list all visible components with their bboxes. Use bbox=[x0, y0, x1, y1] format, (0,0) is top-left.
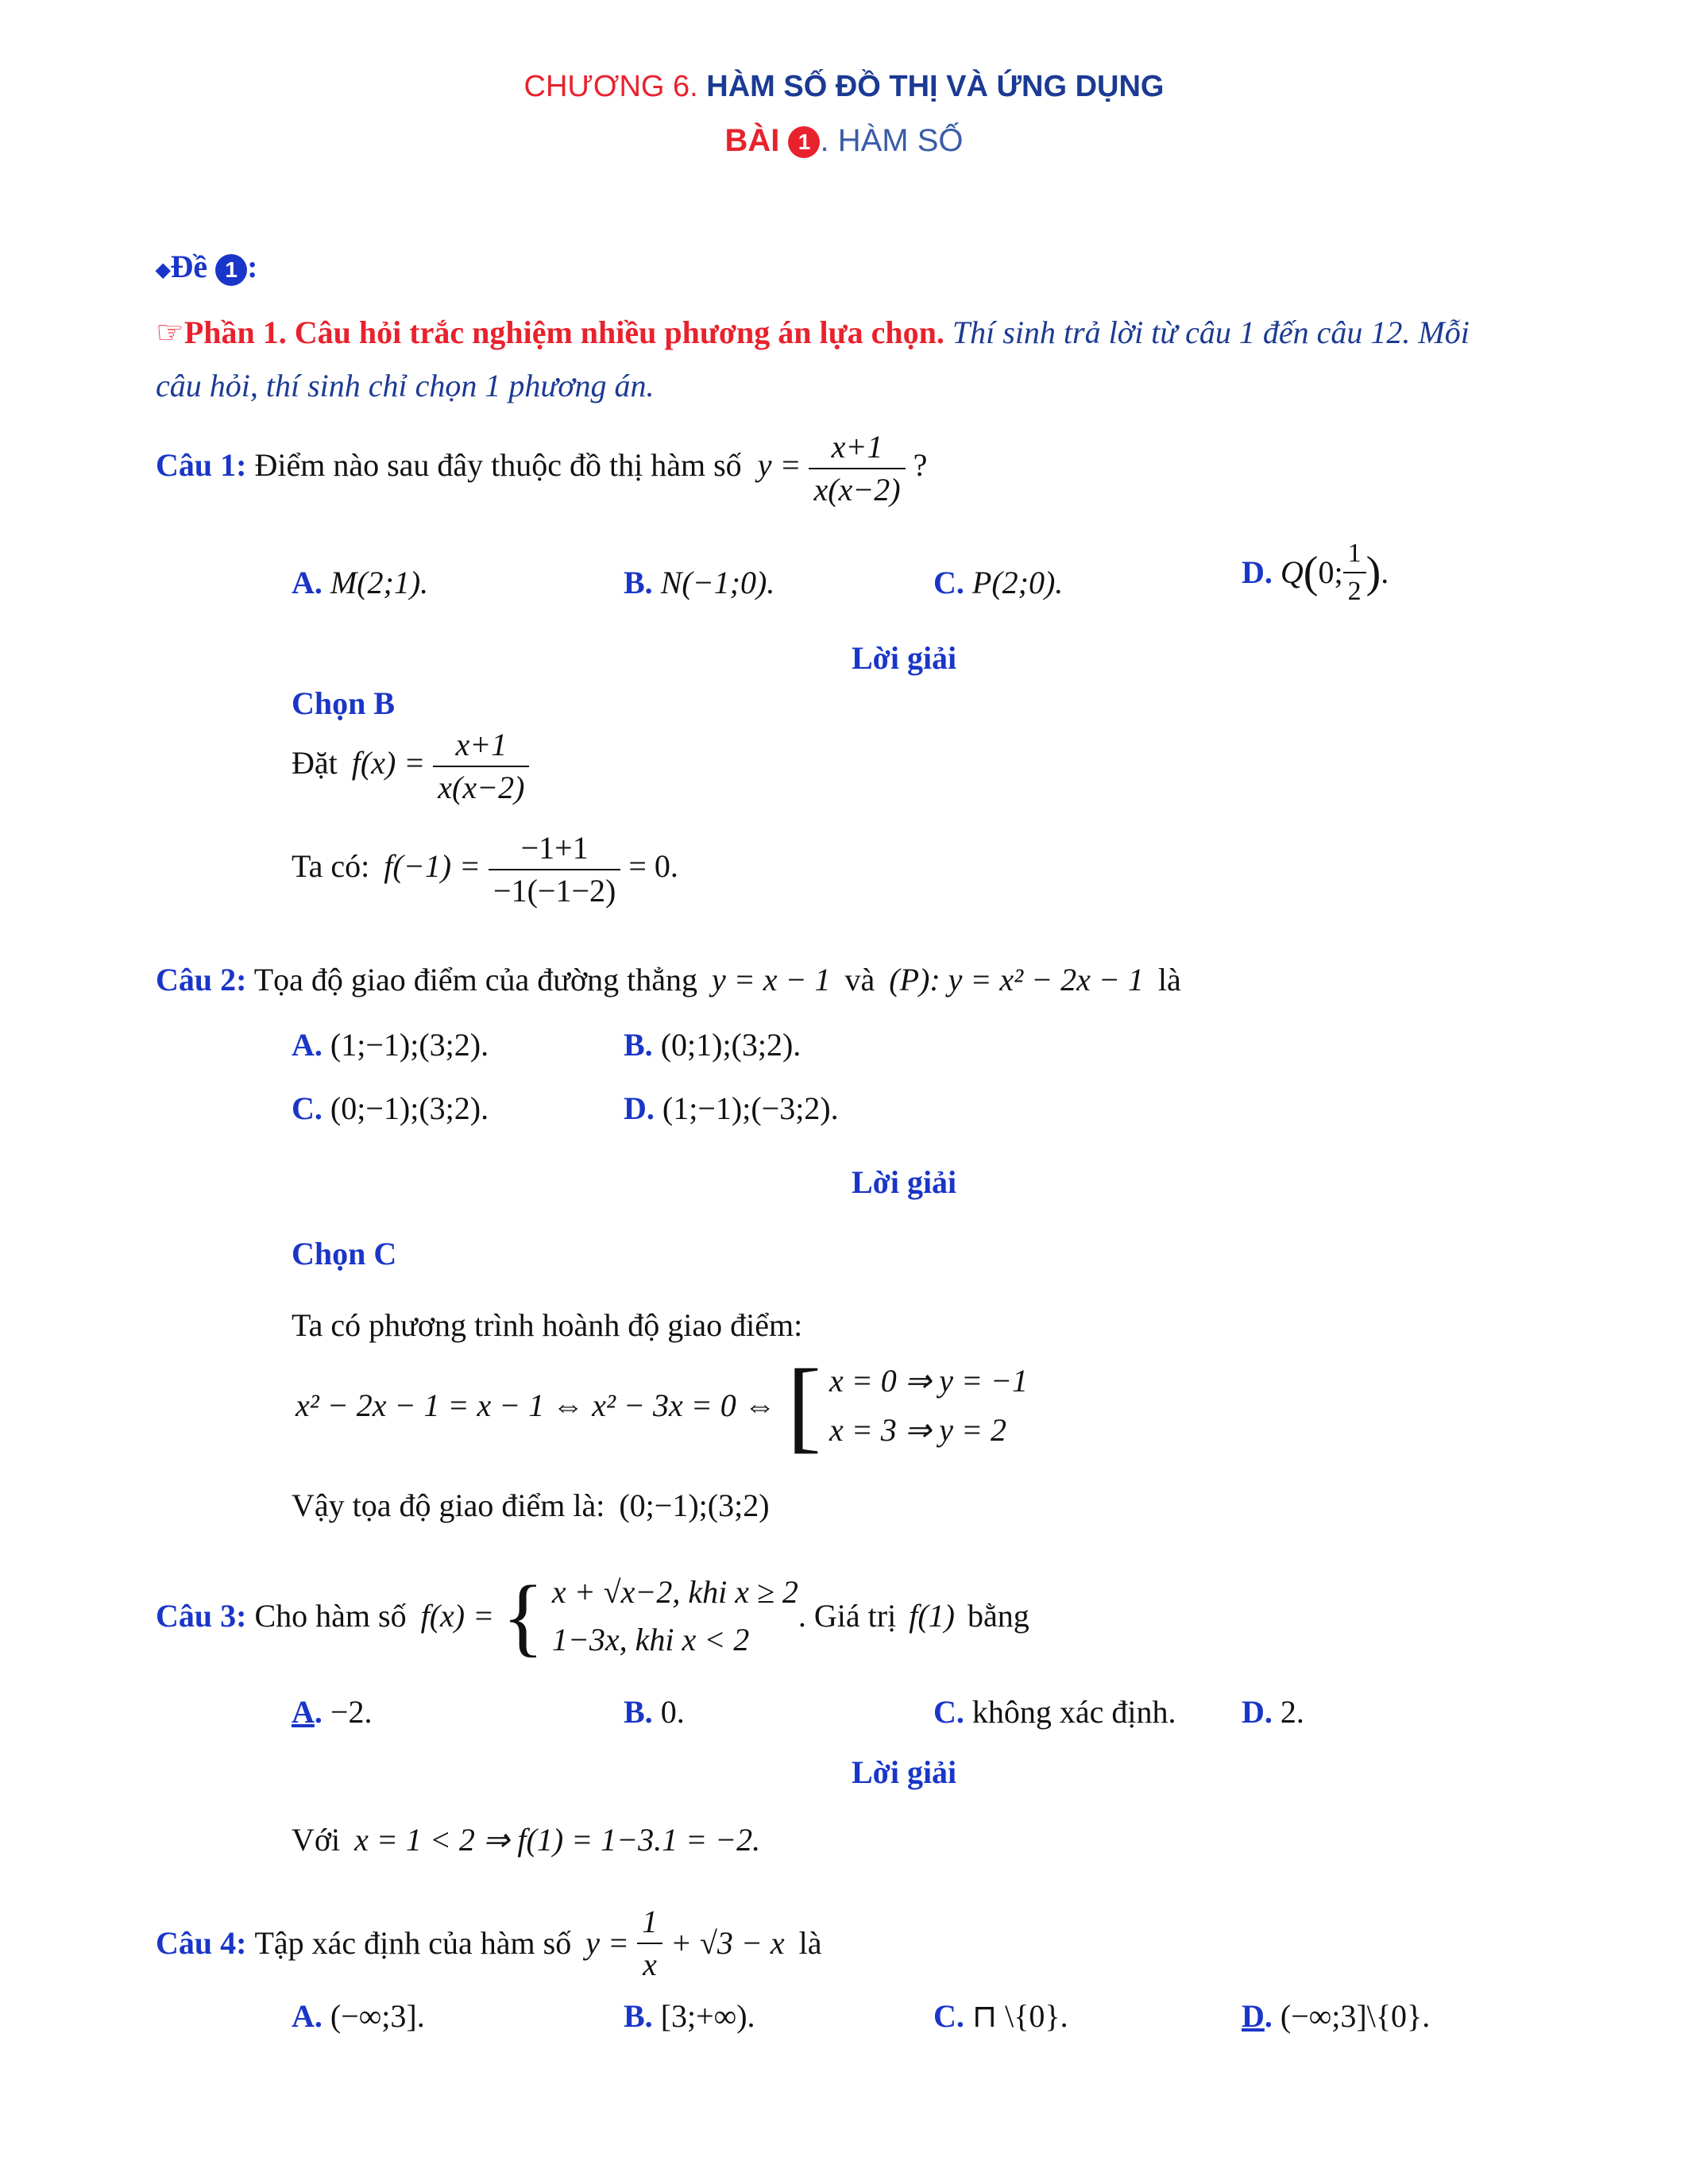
option-letter: C. bbox=[933, 1694, 964, 1730]
q1-step1 bbox=[292, 729, 529, 804]
q1-solution-title: Lời giải bbox=[852, 640, 957, 676]
q2-option-a[interactable] bbox=[292, 1026, 489, 1063]
option-letter: C. bbox=[933, 1998, 964, 2034]
q1-step1-fraction bbox=[433, 729, 529, 804]
option-text: (−∞;3]\{0}. bbox=[1280, 1998, 1431, 2034]
q2-option-c[interactable] bbox=[292, 1090, 489, 1127]
q3-solution-title: Lời giải bbox=[852, 1754, 957, 1790]
q1-choice: Chọn B bbox=[292, 685, 396, 721]
q1-step2 bbox=[292, 832, 678, 907]
q2-case2: x = 3 ⇒ y = 2 bbox=[829, 1412, 1007, 1448]
q2-line-eq: y = x − 1 bbox=[711, 962, 831, 997]
q1-step2-rhs: = 0. bbox=[628, 848, 678, 885]
part-instruction-2: câu hỏi, thí sinh chỉ chọn 1 phương án. bbox=[156, 368, 655, 403]
q3-case2: 1−3x, khi x < 2 bbox=[551, 1622, 750, 1657]
q1-func-num: x+1 bbox=[809, 431, 905, 469]
q1-step1-lhs: f(x) = bbox=[351, 745, 426, 781]
option-fraction bbox=[1343, 540, 1366, 605]
q2-label: Câu 2: bbox=[156, 962, 247, 997]
lesson-heading bbox=[0, 123, 1688, 159]
q1-func-den: x(x−2) bbox=[813, 472, 901, 507]
bracket-symbol: [ bbox=[786, 1349, 822, 1463]
q1-option-b[interactable] bbox=[624, 564, 774, 601]
q4-text-b: là bbox=[798, 1925, 822, 1961]
option-dot: . bbox=[1264, 1998, 1273, 2034]
option-text: −2. bbox=[330, 1694, 373, 1730]
option-text-post: . bbox=[1381, 554, 1389, 590]
de-heading bbox=[156, 248, 257, 286]
q3-label: Câu 3: bbox=[156, 1598, 247, 1634]
q2-step2 bbox=[295, 1349, 1029, 1463]
q1-step2-fraction bbox=[489, 832, 620, 907]
q4-func-rest: + √3 − x bbox=[670, 1925, 785, 1961]
frac-den: 2 bbox=[1347, 577, 1362, 606]
q2-choice: Chọn C bbox=[292, 1236, 397, 1271]
option-letter: A. bbox=[292, 565, 323, 600]
q4-option-a[interactable] bbox=[292, 1997, 425, 2035]
frac-den: −1(−1−2) bbox=[493, 873, 616, 909]
q2-solution-title: Lời giải bbox=[852, 1164, 957, 1200]
q3-solution-math: x = 1 < 2 ⇒ f(1) = 1−3.1 = −2. bbox=[354, 1822, 761, 1858]
option-text: P(2;0). bbox=[971, 565, 1064, 600]
lesson-title: . HÀM SỐ bbox=[820, 123, 964, 158]
q3-text-a: Cho hàm số bbox=[254, 1598, 407, 1634]
question-4 bbox=[156, 1906, 822, 1981]
q2-step1: Ta có phương trình hoành độ giao điểm: bbox=[292, 1307, 803, 1343]
q1-step2-lhs: f(−1) = bbox=[384, 848, 481, 885]
q1-option-c[interactable] bbox=[933, 564, 1063, 601]
q3-option-b[interactable] bbox=[624, 1693, 685, 1731]
option-text-pre: Q bbox=[1280, 554, 1304, 590]
option-text: M(2;1). bbox=[330, 565, 429, 600]
pointing-hand-icon: ☞ bbox=[156, 314, 184, 350]
q3-case1: x + √x−2, khi x ≥ 2 bbox=[551, 1574, 798, 1610]
question-2 bbox=[156, 961, 1181, 998]
option-text-a: 0; bbox=[1318, 554, 1343, 590]
q2-step2-math: x² − 2x − 1 = x − 1 ⇔ x² − 3x = 0 ⇔ bbox=[295, 1387, 776, 1423]
q3-func-lhs: f(x) = bbox=[420, 1598, 495, 1634]
option-letter: D. bbox=[1242, 1694, 1273, 1730]
option-text: (1;−1);(−3;2). bbox=[662, 1090, 839, 1126]
option-text: (0;1);(3;2). bbox=[660, 1027, 802, 1063]
frac-den: x bbox=[643, 1947, 657, 1982]
q3-option-c[interactable] bbox=[933, 1693, 1176, 1731]
option-letter: D. bbox=[624, 1090, 655, 1126]
q1-step1-label: Đặt bbox=[292, 745, 338, 781]
q1-step2-label: Ta có: bbox=[292, 848, 370, 885]
option-letter: B. bbox=[624, 565, 653, 600]
option-letter: D bbox=[1242, 1998, 1265, 2034]
part-title: Phần 1. Câu hỏi trắc nghiệm nhiều phương án lựa chọn. bbox=[183, 314, 944, 350]
option-text: (0;−1);(3;2). bbox=[330, 1090, 489, 1126]
part-instruction-1: Thí sinh trả lời từ câu 1 đến câu 12. Mỗi bbox=[944, 314, 1470, 350]
q3-solution-label: Với bbox=[292, 1822, 341, 1858]
q1-text: Điểm nào sau đây thuộc đồ thị hàm số bbox=[254, 447, 742, 484]
lesson-number-badge: 1 bbox=[788, 126, 820, 158]
option-letter: C. bbox=[292, 1090, 323, 1126]
lesson-prefix: BÀI bbox=[724, 123, 780, 158]
q2-option-d[interactable] bbox=[624, 1090, 839, 1127]
q4-func-fraction bbox=[637, 1906, 662, 1981]
q2-conclusion-label: Vậy tọa độ giao điểm là: bbox=[292, 1488, 605, 1523]
q3-option-d[interactable] bbox=[1242, 1693, 1304, 1731]
q3-solution bbox=[292, 1821, 760, 1858]
option-letter: B. bbox=[624, 1694, 653, 1730]
q3-option-a[interactable] bbox=[292, 1693, 372, 1731]
q2-option-b[interactable] bbox=[624, 1026, 801, 1063]
question-3 bbox=[156, 1569, 1029, 1664]
q3-text-b: . Giá trị bbox=[798, 1598, 897, 1634]
de-colon: : bbox=[247, 249, 258, 284]
q1-qmark: ? bbox=[913, 447, 928, 484]
option-dot: . bbox=[314, 1694, 323, 1730]
q3-text-c: bằng bbox=[968, 1598, 1029, 1634]
q4-text-a: Tập xác định của hàm số bbox=[254, 1925, 572, 1961]
part-heading bbox=[156, 314, 1470, 351]
q2-text-a: Tọa độ giao điểm của đường thẳng bbox=[253, 962, 697, 997]
q4-label: Câu 4: bbox=[156, 1925, 247, 1961]
q1-label: Câu 1: bbox=[156, 447, 247, 484]
brace-symbol: { bbox=[502, 1568, 544, 1665]
de-label: Đề bbox=[170, 249, 208, 284]
q2-conclusion-value: (0;−1);(3;2) bbox=[619, 1488, 770, 1523]
q1-option-a[interactable] bbox=[292, 564, 428, 601]
frac-num: 1 bbox=[1343, 540, 1366, 573]
option-letter: A. bbox=[292, 1027, 323, 1063]
option-text: không xác định. bbox=[971, 1694, 1176, 1730]
q1-func-lhs: y = bbox=[757, 447, 802, 484]
frac-num: x+1 bbox=[433, 729, 529, 767]
option-text: (1;−1);(3;2). bbox=[330, 1027, 489, 1063]
q4-func-lhs: y = bbox=[585, 1925, 629, 1961]
option-text: 2. bbox=[1280, 1694, 1304, 1730]
q2-text-c: là bbox=[1157, 962, 1181, 997]
q2-text-b: và bbox=[844, 962, 875, 997]
option-text: (−∞;3]. bbox=[330, 1998, 425, 2034]
option-letter: B. bbox=[624, 1027, 653, 1063]
q4-option-d[interactable] bbox=[1242, 1997, 1430, 2035]
option-text: ⊓ \{0}. bbox=[971, 1998, 1068, 2034]
option-letter: D. bbox=[1242, 554, 1273, 590]
q2-case1: x = 0 ⇒ y = −1 bbox=[829, 1363, 1029, 1399]
q2-parabola: (P): y = x² − 2x − 1 bbox=[889, 962, 1144, 997]
q4-option-c[interactable] bbox=[933, 1997, 1068, 2035]
option-text: [3;+∞). bbox=[660, 1998, 755, 2034]
frac-den: x(x−2) bbox=[438, 770, 525, 805]
option-text: 0. bbox=[660, 1694, 685, 1730]
q4-option-b[interactable] bbox=[624, 1997, 755, 2035]
q1-option-d[interactable]: D. Q(0; $\frac{1}{2}$ ). bbox=[1242, 538, 1389, 606]
q1-func-fraction bbox=[809, 431, 905, 506]
frac-num: −1+1 bbox=[489, 832, 620, 870]
de-number-badge: 1 bbox=[215, 254, 247, 286]
option-letter: A. bbox=[292, 1998, 323, 2034]
chapter-prefix: CHƯƠNG 6. bbox=[523, 70, 698, 103]
frac-num: 1 bbox=[637, 1906, 662, 1944]
option-letter: B. bbox=[624, 1998, 653, 2034]
q2-conclusion bbox=[292, 1487, 770, 1524]
chapter-title: HÀM SỐ ĐỒ THỊ VÀ ỨNG DỤNG bbox=[706, 70, 1165, 103]
option-letter: C. bbox=[933, 565, 964, 600]
option-text: N(−1;0). bbox=[660, 565, 775, 600]
diamond-icon: ◆ bbox=[156, 260, 171, 281]
option-letter: A bbox=[292, 1694, 315, 1730]
question-1 bbox=[156, 431, 927, 506]
q3-func-val: f(1) bbox=[909, 1598, 955, 1634]
chapter-heading bbox=[0, 70, 1688, 104]
